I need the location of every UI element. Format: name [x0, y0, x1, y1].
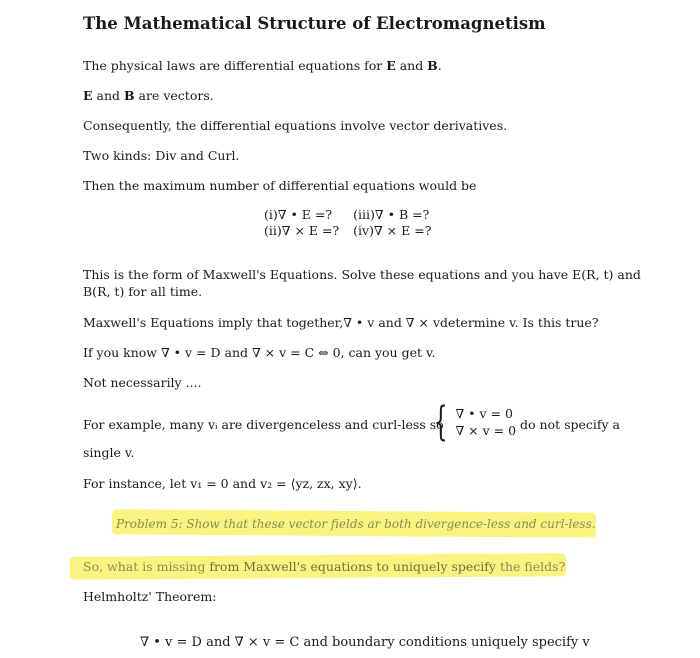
- equation-system: [428, 399, 517, 445]
- left-brace: {: [433, 399, 448, 445]
- paragraph-example-line2: single v.: [83, 445, 135, 460]
- system-curl: ∇ × v = 0: [455, 423, 517, 438]
- symbol-E: E: [386, 58, 396, 73]
- equation-i: (i)∇ • E =?: [264, 207, 333, 222]
- paragraph-derivatives: Consequently, the differential equations involve vector derivatives.: [83, 118, 508, 133]
- symbol-B: B: [427, 58, 438, 73]
- paragraph-max-equations: Then the maximum number of differential equations would be: [83, 178, 477, 193]
- equation-iv: (iv)∇ × E =?: [353, 223, 432, 238]
- paragraph-maxwell-form-2: B(R, t) for all time.: [83, 284, 203, 299]
- laws-period: .: [437, 58, 442, 73]
- paragraph-helmholtz: Helmholtz' Theorem:: [83, 589, 217, 604]
- equation-ii: (ii)∇ × E =?: [264, 223, 340, 238]
- laws-and: and: [395, 58, 428, 73]
- equation-grid: [264, 207, 431, 238]
- paragraph-if-you-know: If you know ∇ • v = D and ∇ × v = C ⇔ 0, can you get v.: [83, 345, 436, 360]
- paragraph-example-left: For example, many vᵢ are divergenceless and curl-less so: [83, 417, 444, 432]
- symbol-E: E: [83, 88, 93, 103]
- paragraph-vectors: [83, 88, 214, 104]
- paragraph-not-necessarily: Not necessarily ....: [83, 375, 202, 390]
- paragraph-example-right: do not specify a: [520, 417, 620, 432]
- page-title: The Mathematical Structure of Electromagnetism: [83, 14, 546, 33]
- question-part-c: the fields?: [496, 559, 566, 574]
- question-part-a: So, what is missing: [83, 559, 210, 574]
- paragraph-for-instance: For instance, let v₁ = 0 and v₂ = ⟨yz, zx, xy⟩.: [83, 476, 362, 491]
- symbol-B: B: [123, 88, 135, 103]
- question-line: [83, 559, 565, 575]
- vectors-and: and: [92, 88, 124, 103]
- equation-iii: (iii)∇ • B =?: [353, 207, 430, 222]
- question-part-b: from Maxwell's equations to uniquely specify: [209, 559, 496, 574]
- vectors-text: are vectors.: [134, 88, 214, 103]
- laws-text: The physical laws are differential equations for: [83, 58, 387, 73]
- paragraph-maxwell-form-1: This is the form of Maxwell's Equations. Solve these equations and you have E(R, t) and: [83, 267, 641, 282]
- paragraph-imply: Maxwell's Equations imply that together,∇ • v and ∇ × vdetermine v. Is this true?: [83, 315, 599, 330]
- paragraph-two-kinds: Two kinds: Div and Curl.: [83, 148, 240, 163]
- paragraph-laws: [83, 58, 442, 74]
- problem-statement: Problem 5: Show that these vector fields ar both divergence-less and curl-less.: [116, 517, 596, 531]
- system-divergence: ∇ • v = 0: [455, 406, 513, 421]
- helmholtz-theorem: ∇ • v = D and ∇ × v = C and boundary conditions uniquely specify v: [140, 635, 590, 650]
